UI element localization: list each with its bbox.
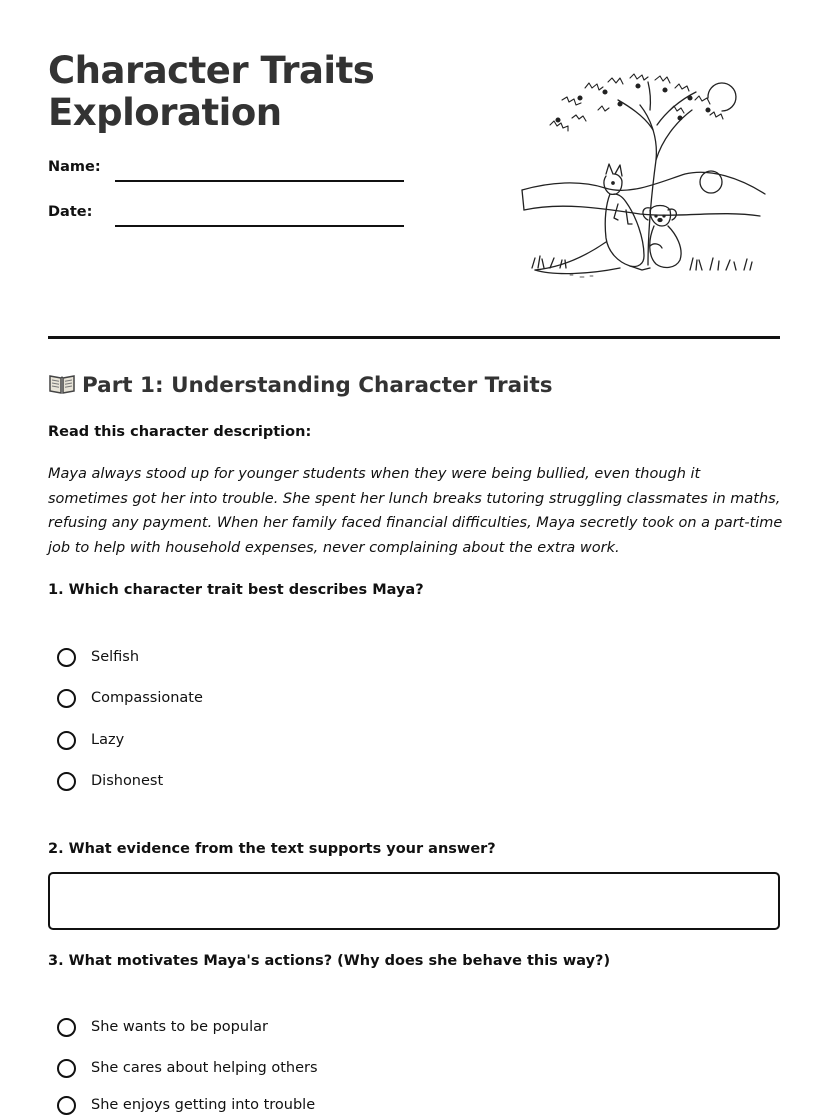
question-1: 1. Which character trait best describes Maya? — [48, 582, 424, 598]
q3-option-trouble[interactable] — [57, 1093, 315, 1117]
option-label: Lazy — [91, 732, 125, 748]
q1-option-selfish[interactable] — [57, 645, 139, 669]
radio-button[interactable] — [57, 648, 76, 667]
q3-option-helping-others[interactable] — [57, 1056, 318, 1080]
section-divider — [48, 336, 780, 339]
date-field[interactable] — [115, 225, 404, 227]
kangaroo-koala-tree-illustration — [510, 70, 770, 285]
q3-option-popular[interactable] — [57, 1015, 268, 1039]
character-description: Maya always stood up for younger students when they were being bullied, even though it sometimes got her into trouble. She spent her lunch breaks tutoring struggling classmates in maths, refusing any payment. When her family faced financial difficulties, Maya secretly took on a part-time job to help with household expenses, never complaining about the extra work. — [48, 466, 783, 556]
option-label: Compassionate — [91, 690, 203, 706]
worksheet-title — [48, 50, 374, 134]
q1-option-compassionate[interactable] — [57, 686, 203, 710]
option-label: She enjoys getting into trouble — [91, 1097, 316, 1113]
part1-heading — [48, 373, 553, 398]
radio-button[interactable] — [57, 1059, 76, 1078]
name-label: Name: — [48, 159, 101, 175]
q1-option-dishonest[interactable] — [57, 769, 163, 793]
name-field[interactable] — [115, 180, 404, 182]
option-label: Selfish — [91, 649, 140, 665]
date-label: Date: — [48, 204, 93, 220]
option-label: She wants to be popular — [91, 1019, 268, 1035]
question-2: 2. What evidence from the text supports your answer? — [48, 841, 496, 857]
radio-button[interactable] — [57, 731, 76, 750]
part1-heading-text: Part 1: Understanding Character Traits — [82, 373, 553, 398]
radio-button[interactable] — [57, 689, 76, 708]
radio-button[interactable] — [57, 772, 76, 791]
radio-button[interactable] — [57, 1096, 76, 1115]
option-label: Dishonest — [91, 773, 164, 789]
title-line-1: Character Traits — [48, 49, 375, 92]
open-book-icon — [48, 373, 76, 395]
option-label: She cares about helping others — [91, 1060, 318, 1076]
title-line-2: Exploration — [48, 91, 282, 134]
question-3: 3. What motivates Maya's actions? (Why does she behave this way?) — [48, 953, 611, 969]
evidence-answer-box[interactable] — [48, 872, 780, 930]
radio-button[interactable] — [57, 1018, 76, 1037]
instruction-text: Read this character description: — [48, 424, 312, 440]
q1-option-lazy[interactable] — [57, 728, 124, 752]
